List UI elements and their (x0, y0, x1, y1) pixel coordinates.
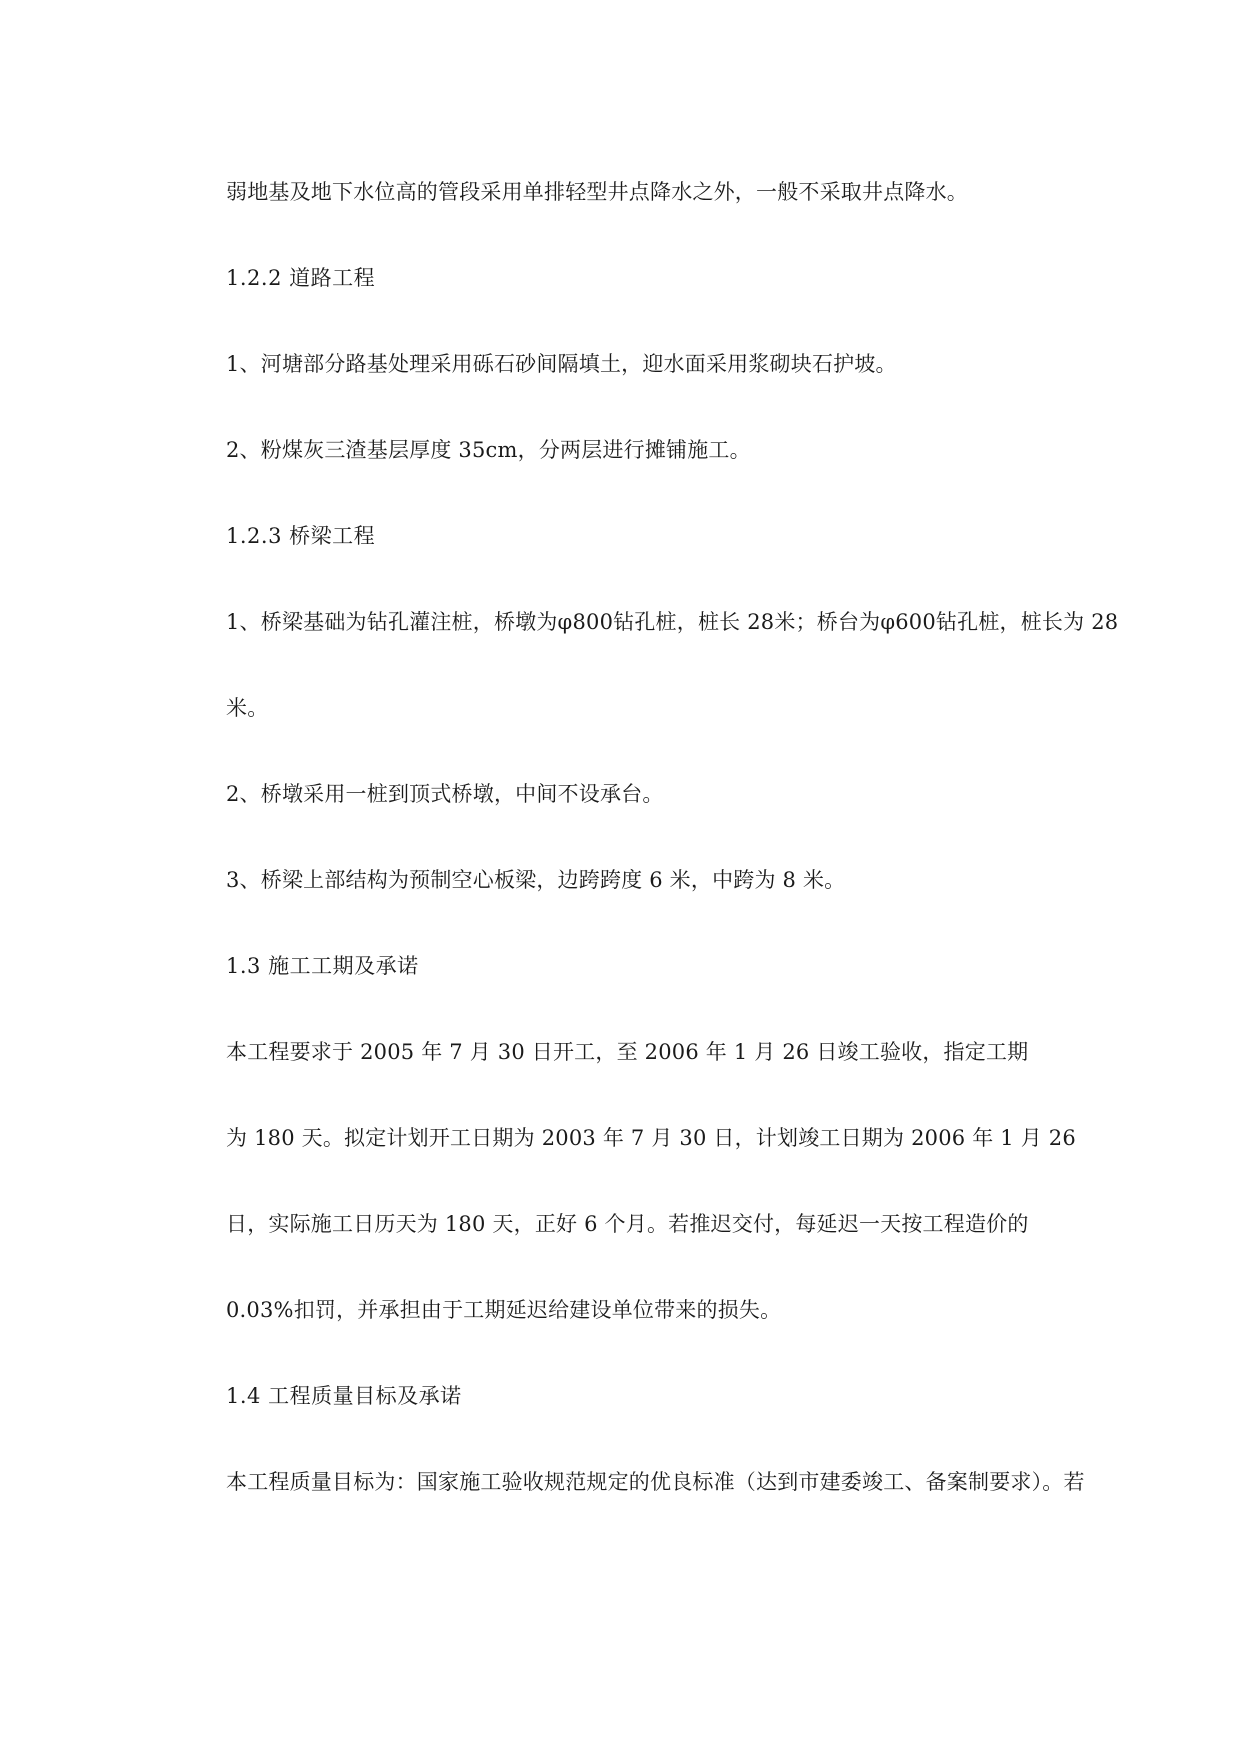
paragraph-line: 1、桥梁基础为钻孔灌注桩，桥墩为φ800钻孔桩，桩长 28米；桥台为φ600钻孔桩，桩长为 28 (226, 610, 1119, 634)
paragraph-line: 1、河塘部分路基处理采用砾石砂间隔填土，迎水面采用浆砌块石护坡。 (226, 352, 897, 376)
paragraph-line: 2、粉煤灰三渣基层厚度 35cm，分两层进行摊铺施工。 (226, 438, 751, 462)
section-heading-1-2-2: 1.2.2 道路工程 (226, 266, 376, 290)
paragraph-line: 本工程要求于 2005 年 7 月 30 日开工，至 2006 年 1 月 26 日竣工验收，指定工期 (226, 1040, 1029, 1064)
paragraph-line: 3、桥梁上部结构为预制空心板梁，边跨跨度 6 米，中跨为 8 米。 (226, 868, 846, 892)
paragraph-line: 米。 (226, 696, 269, 720)
section-heading-1-3: 1.3 施工工期及承诺 (226, 954, 419, 978)
paragraph-line: 弱地基及地下水位高的管段采用单排轻型井点降水之外，一般不采取井点降水。 (226, 180, 968, 204)
paragraph-line: 2、桥墩采用一桩到顶式桥墩，中间不设承台。 (226, 782, 664, 806)
section-heading-1-4: 1.4 工程质量目标及承诺 (226, 1384, 462, 1408)
section-heading-1-2-3: 1.2.3 桥梁工程 (226, 524, 376, 548)
paragraph-line: 日，实际施工日历天为 180 天，正好 6 个月。若推迟交付，每延迟一天按工程造价的 (226, 1212, 1029, 1236)
paragraph-line: 为 180 天。拟定计划开工日期为 2003 年 7 月 30 日，计划竣工日期为 2006 年 1 月 26 (226, 1126, 1076, 1150)
paragraph-line: 本工程质量目标为：国家施工验收规范规定的优良标准（达到市建委竣工、备案制要求）。若 (226, 1470, 1085, 1494)
paragraph-line: 0.03%扣罚，并承担由于工期延迟给建设单位带来的损失。 (226, 1298, 782, 1322)
